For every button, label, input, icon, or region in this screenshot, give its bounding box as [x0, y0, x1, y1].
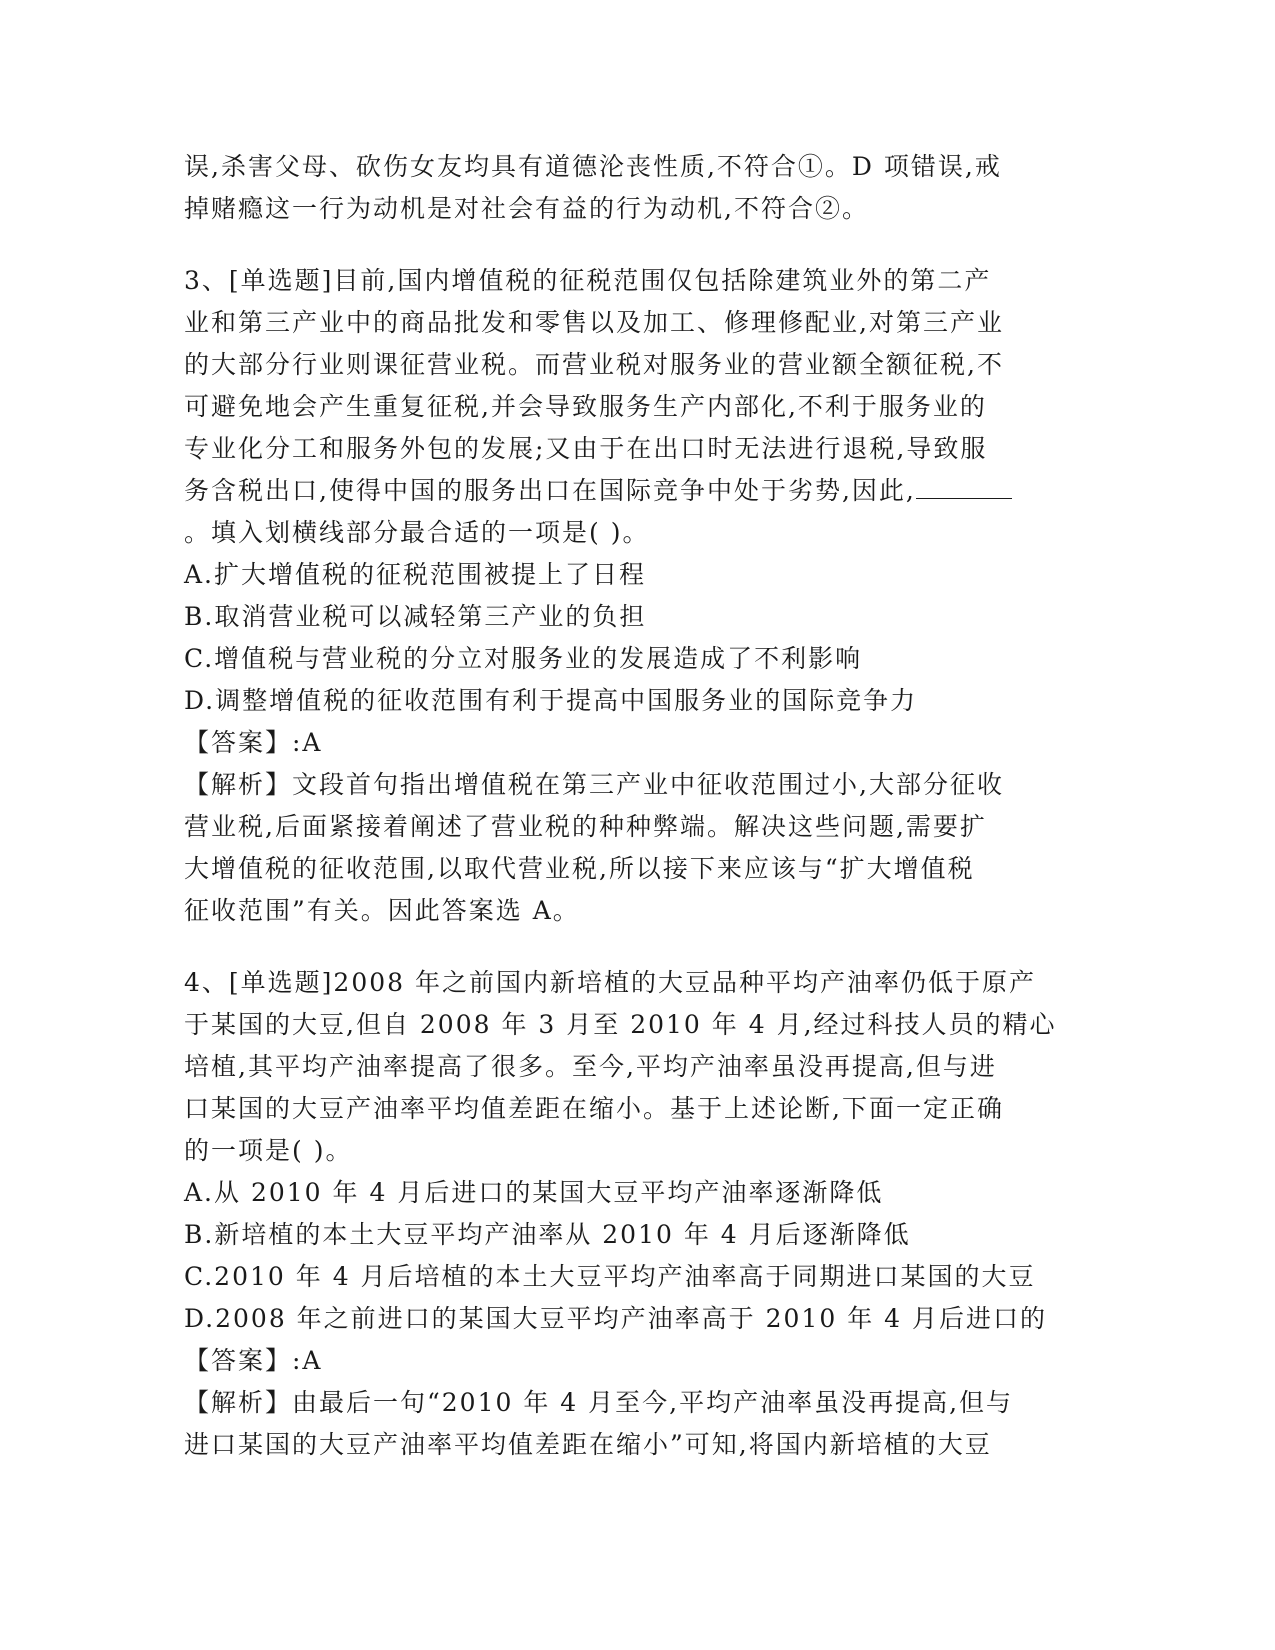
option-a: A.从 2010 年 4 月后进口的某国大豆平均产油率逐渐降低 [184, 1178, 884, 1207]
question-4-analysis [184, 1382, 1084, 1466]
option-d: D.调整增值税的征收范围有利于提高中国服务业的国际竞争力 [184, 686, 918, 715]
stem-line: 口某国的大豆产油率平均值差距在缩小。基于上述论断,下面一定正确 [184, 1094, 1004, 1123]
stem-line: 专业化分工和服务外包的发展;又由于在出口时无法进行退税,导致服 [184, 434, 988, 463]
stem-line: 业和第三产业中的商品批发和零售以及加工、修理修配业,对第三产业 [184, 308, 1004, 337]
document-page [184, 146, 1084, 1466]
question-4-options [184, 1172, 1084, 1340]
option-c: C.增值税与营业税的分立对服务业的发展造成了不利影响 [184, 644, 863, 673]
fill-in-blank [916, 472, 1012, 499]
stem-line: 可避免地会产生重复征税,并会导致服务生产内部化,不利于服务业的 [184, 392, 987, 421]
option-a: A.扩大增值税的征税范围被提上了日程 [184, 560, 647, 589]
stem-line: 4、[单选题]2008 年之前国内新培植的大豆品种平均产油率仍低于原产 [184, 968, 1036, 997]
stem-line: 。填入划横线部分最合适的一项是( )。 [184, 518, 650, 547]
question-3-options [184, 554, 1084, 722]
question-4-answer: 【答案】:A [184, 1346, 323, 1375]
stem-line: 培植,其平均产油率提高了很多。至今,平均产油率虽没再提高,但与进 [184, 1052, 997, 1081]
analysis-line: 进口某国的大豆产油率平均值差距在缩小”可知,将国内新培植的大豆 [184, 1430, 992, 1459]
analysis-line: 营业税,后面紧接着阐述了营业税的种种弊端。解决这些问题,需要扩 [184, 812, 987, 841]
question-3-analysis [184, 764, 1084, 932]
stem-line: 3、[单选题]目前,国内增值税的征税范围仅包括除建筑业外的第二产 [184, 266, 992, 295]
stem-line: 于某国的大豆,但自 2008 年 3 月至 2010 年 4 月,经过科技人员的精心 [184, 1010, 1057, 1039]
stem-line: 的一项是( )。 [184, 1136, 353, 1165]
question-3-answer: 【答案】:A [184, 728, 323, 757]
option-b: B.新培植的本土大豆平均产油率从 2010 年 4 月后逐渐降低 [184, 1220, 911, 1249]
option-c: C.2010 年 4 月后培植的本土大豆平均产油率高于同期进口某国的大豆 [184, 1262, 1036, 1291]
previous-explanation [184, 146, 1084, 230]
option-b: B.取消营业税可以减轻第三产业的负担 [184, 602, 647, 631]
question-4 [184, 962, 1084, 1466]
question-3 [184, 260, 1084, 932]
text-line: 误,杀害父母、砍伤女友均具有道德沦丧性质,不符合①。D 项错误,戒 [184, 152, 1002, 181]
analysis-line: 大增值税的征收范围,以取代营业税,所以接下来应该与“扩大增值税 [184, 854, 975, 883]
analysis-line: 征收范围”有关。因此答案选 A。 [184, 896, 580, 925]
question-3-stem [184, 260, 1084, 554]
stem-line-text: 务含税出口,使得中国的服务出口在国际竞争中处于劣势,因此, [184, 476, 916, 505]
question-4-stem [184, 962, 1084, 1172]
option-d: D.2008 年之前进口的某国大豆平均产油率高于 2010 年 4 月后进口的 [184, 1304, 1047, 1333]
analysis-line: 【解析】由最后一句“2010 年 4 月至今,平均产油率虽没再提高,但与 [184, 1388, 1014, 1417]
stem-line-with-blank [184, 470, 1084, 512]
stem-line: 的大部分行业则课征营业税。而营业税对服务业的营业额全额征税,不 [184, 350, 1004, 379]
text-line: 掉赌瘾这一行为动机是对社会有益的行为动机,不符合②。 [184, 194, 869, 223]
analysis-line: 【解析】文段首句指出增值税在第三产业中征收范围过小,大部分征收 [184, 770, 1004, 799]
